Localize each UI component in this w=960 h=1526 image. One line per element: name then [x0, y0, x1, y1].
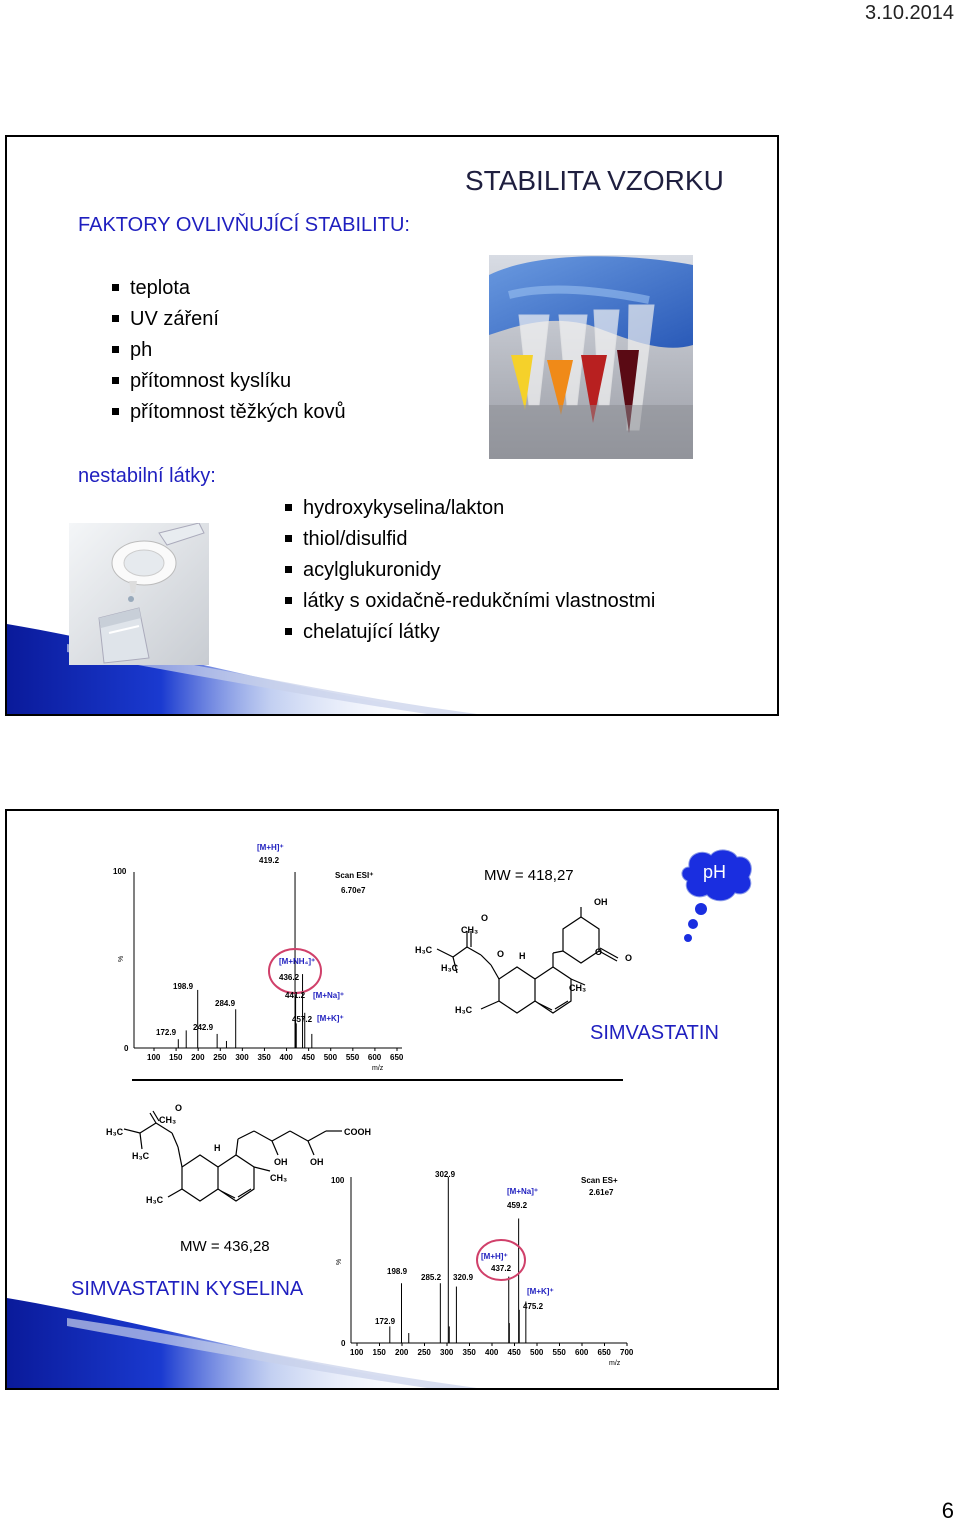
x-tick-label: 650 [597, 1348, 611, 1357]
peak-label: 242.9 [193, 1023, 214, 1032]
y-tick-100: 100 [331, 1176, 345, 1185]
factors-heading: FAKTORY OVLIVŇUJÍCÍ STABILITU: [78, 214, 410, 236]
atom-label: O [625, 953, 633, 963]
x-tick-label: 700 [620, 1348, 634, 1357]
x-tick-label: 100 [147, 1053, 161, 1062]
atom-label: H [519, 951, 526, 961]
peak-label: 419.2 [259, 856, 280, 865]
slide-title: STABILITA VZORKU [465, 165, 724, 196]
simvastatin-name: SIMVASTATIN [590, 1022, 719, 1044]
acid-mass-spectrum [327, 1163, 647, 1373]
peak-label: 320.9 [453, 1273, 474, 1282]
list-item: ph [112, 335, 346, 366]
atom-label: O [481, 913, 489, 923]
slide-simvastatin [5, 809, 779, 1390]
x-tick-label: 450 [507, 1348, 521, 1357]
list-item: hydroxykyselina/lakton [285, 493, 655, 524]
unstable-heading: nestabilní látky: [78, 465, 216, 487]
ion-label: [M+H]⁺ [481, 1252, 508, 1261]
x-tick-label: 100 [350, 1348, 364, 1357]
syringe-filter-photo [69, 523, 209, 665]
x-tick-label: 350 [257, 1053, 271, 1062]
x-tick-label: 350 [462, 1348, 476, 1357]
ion-label: [M+Na]⁺ [507, 1187, 539, 1196]
peak-label: 172.9 [156, 1028, 177, 1037]
x-tick-label: 400 [279, 1053, 293, 1062]
ion-label: [M+K]⁺ [317, 1014, 344, 1023]
page-number: 6 [941, 1498, 954, 1523]
atom-label: OH [274, 1157, 288, 1167]
x-tick-label: 200 [395, 1348, 409, 1357]
ion-label: [M+NH₄]⁺ [279, 957, 316, 966]
list-item: UV záření [112, 304, 346, 335]
acid-name: SIMVASTATIN KYSELINA [71, 1278, 304, 1300]
ion-label: [M+H]⁺ [257, 843, 284, 852]
atom-label: CH₃ [159, 1115, 177, 1125]
ion-label: [M+Na]⁺ [313, 991, 345, 1000]
atom-label: OH [594, 897, 608, 907]
atom-label: O [497, 949, 505, 959]
peak-label: 459.2 [507, 1201, 528, 1210]
y-tick-100: 100 [113, 867, 127, 876]
x-tick-label: 650 [390, 1053, 404, 1062]
x-tick-label: 450 [301, 1053, 315, 1062]
x-unit: m/z [609, 1360, 621, 1367]
atom-label: H [214, 1143, 221, 1153]
x-tick-label: 500 [323, 1053, 338, 1062]
ph-bubble-label: pH [703, 862, 727, 882]
peak-label: 284.9 [215, 999, 236, 1008]
atom-label: CH₃ [569, 983, 587, 993]
factors-list [112, 273, 346, 428]
peak-label: 457.2 [292, 1015, 313, 1024]
scan-mode: Scan ES+ [581, 1176, 618, 1185]
list-item: látky s oxidačně-redukčními vlastnostmi [285, 586, 655, 617]
x-tick-label: 550 [345, 1053, 360, 1062]
x-unit: m/z [372, 1065, 384, 1072]
x-tick-label: 150 [372, 1348, 386, 1357]
peak-label: 172.9 [375, 1317, 396, 1326]
atom-label: H₃C [146, 1195, 164, 1205]
intensity: 2.61e7 [589, 1188, 614, 1197]
slide-stability [5, 135, 779, 716]
ion-label: [M+K]⁺ [527, 1287, 554, 1296]
simvastatin-mw: MW = 418,27 [484, 867, 574, 884]
atom-label: COOH [344, 1127, 371, 1137]
x-tick-label: 150 [169, 1053, 183, 1062]
atom-label: CH₃ [461, 925, 479, 935]
peak-label: 436.2 [279, 973, 300, 982]
scan-mode: Scan ESI⁺ [335, 871, 374, 880]
list-item: přítomnost těžkých kovů [112, 397, 346, 428]
peak-label: 198.9 [387, 1267, 408, 1276]
x-tick-label: 600 [367, 1053, 382, 1062]
atom-label: O [595, 947, 603, 957]
simvastatin-mass-spectrum [107, 836, 417, 1076]
peak-label: 302.9 [435, 1170, 456, 1179]
list-item: thiol/disulfid [285, 524, 655, 555]
date: 3.10.2014 [865, 2, 954, 24]
atom-label: H₃C [441, 963, 459, 973]
x-tick-label: 300 [235, 1053, 249, 1062]
atom-label: H₃C [415, 945, 433, 955]
acid-mw: MW = 436,28 [180, 1238, 270, 1255]
list-item: acylglukuronidy [285, 555, 655, 586]
peak-label: 285.2 [421, 1273, 442, 1282]
peak-label: 437.2 [491, 1264, 512, 1273]
atom-label: CH₃ [270, 1173, 288, 1183]
unstable-list [285, 493, 655, 648]
peak-label: 441.2 [285, 991, 306, 1000]
atom-label: OH [310, 1157, 324, 1167]
x-tick-label: 600 [575, 1348, 589, 1357]
atom-label: O [175, 1103, 183, 1113]
x-tick-label: 550 [552, 1348, 566, 1357]
simvastatin-structure [411, 893, 643, 1038]
x-tick-label: 250 [417, 1348, 431, 1357]
y-unit: % [118, 955, 125, 962]
x-tick-label: 250 [213, 1053, 227, 1062]
x-tick-label: 200 [191, 1053, 205, 1062]
list-item: teplota [112, 273, 346, 304]
intensity: 6.70e7 [341, 886, 366, 895]
peak-label: 198.9 [173, 982, 194, 991]
atom-label: H₃C [455, 1005, 473, 1015]
x-tick-label: 500 [530, 1348, 544, 1357]
list-item: chelatující látky [285, 617, 655, 648]
atom-label: H₃C [106, 1127, 124, 1137]
sample-tubes-photo [489, 255, 693, 459]
y-tick-0: 0 [124, 1044, 129, 1053]
y-unit: % [336, 1258, 343, 1265]
x-tick-label: 400 [485, 1348, 499, 1357]
list-item: přítomnost kyslíku [112, 366, 346, 397]
divider [132, 1079, 623, 1081]
y-tick-0: 0 [341, 1339, 346, 1348]
peak-label: 475.2 [523, 1302, 544, 1311]
atom-label: H₃C [132, 1151, 150, 1161]
x-tick-label: 300 [440, 1348, 454, 1357]
